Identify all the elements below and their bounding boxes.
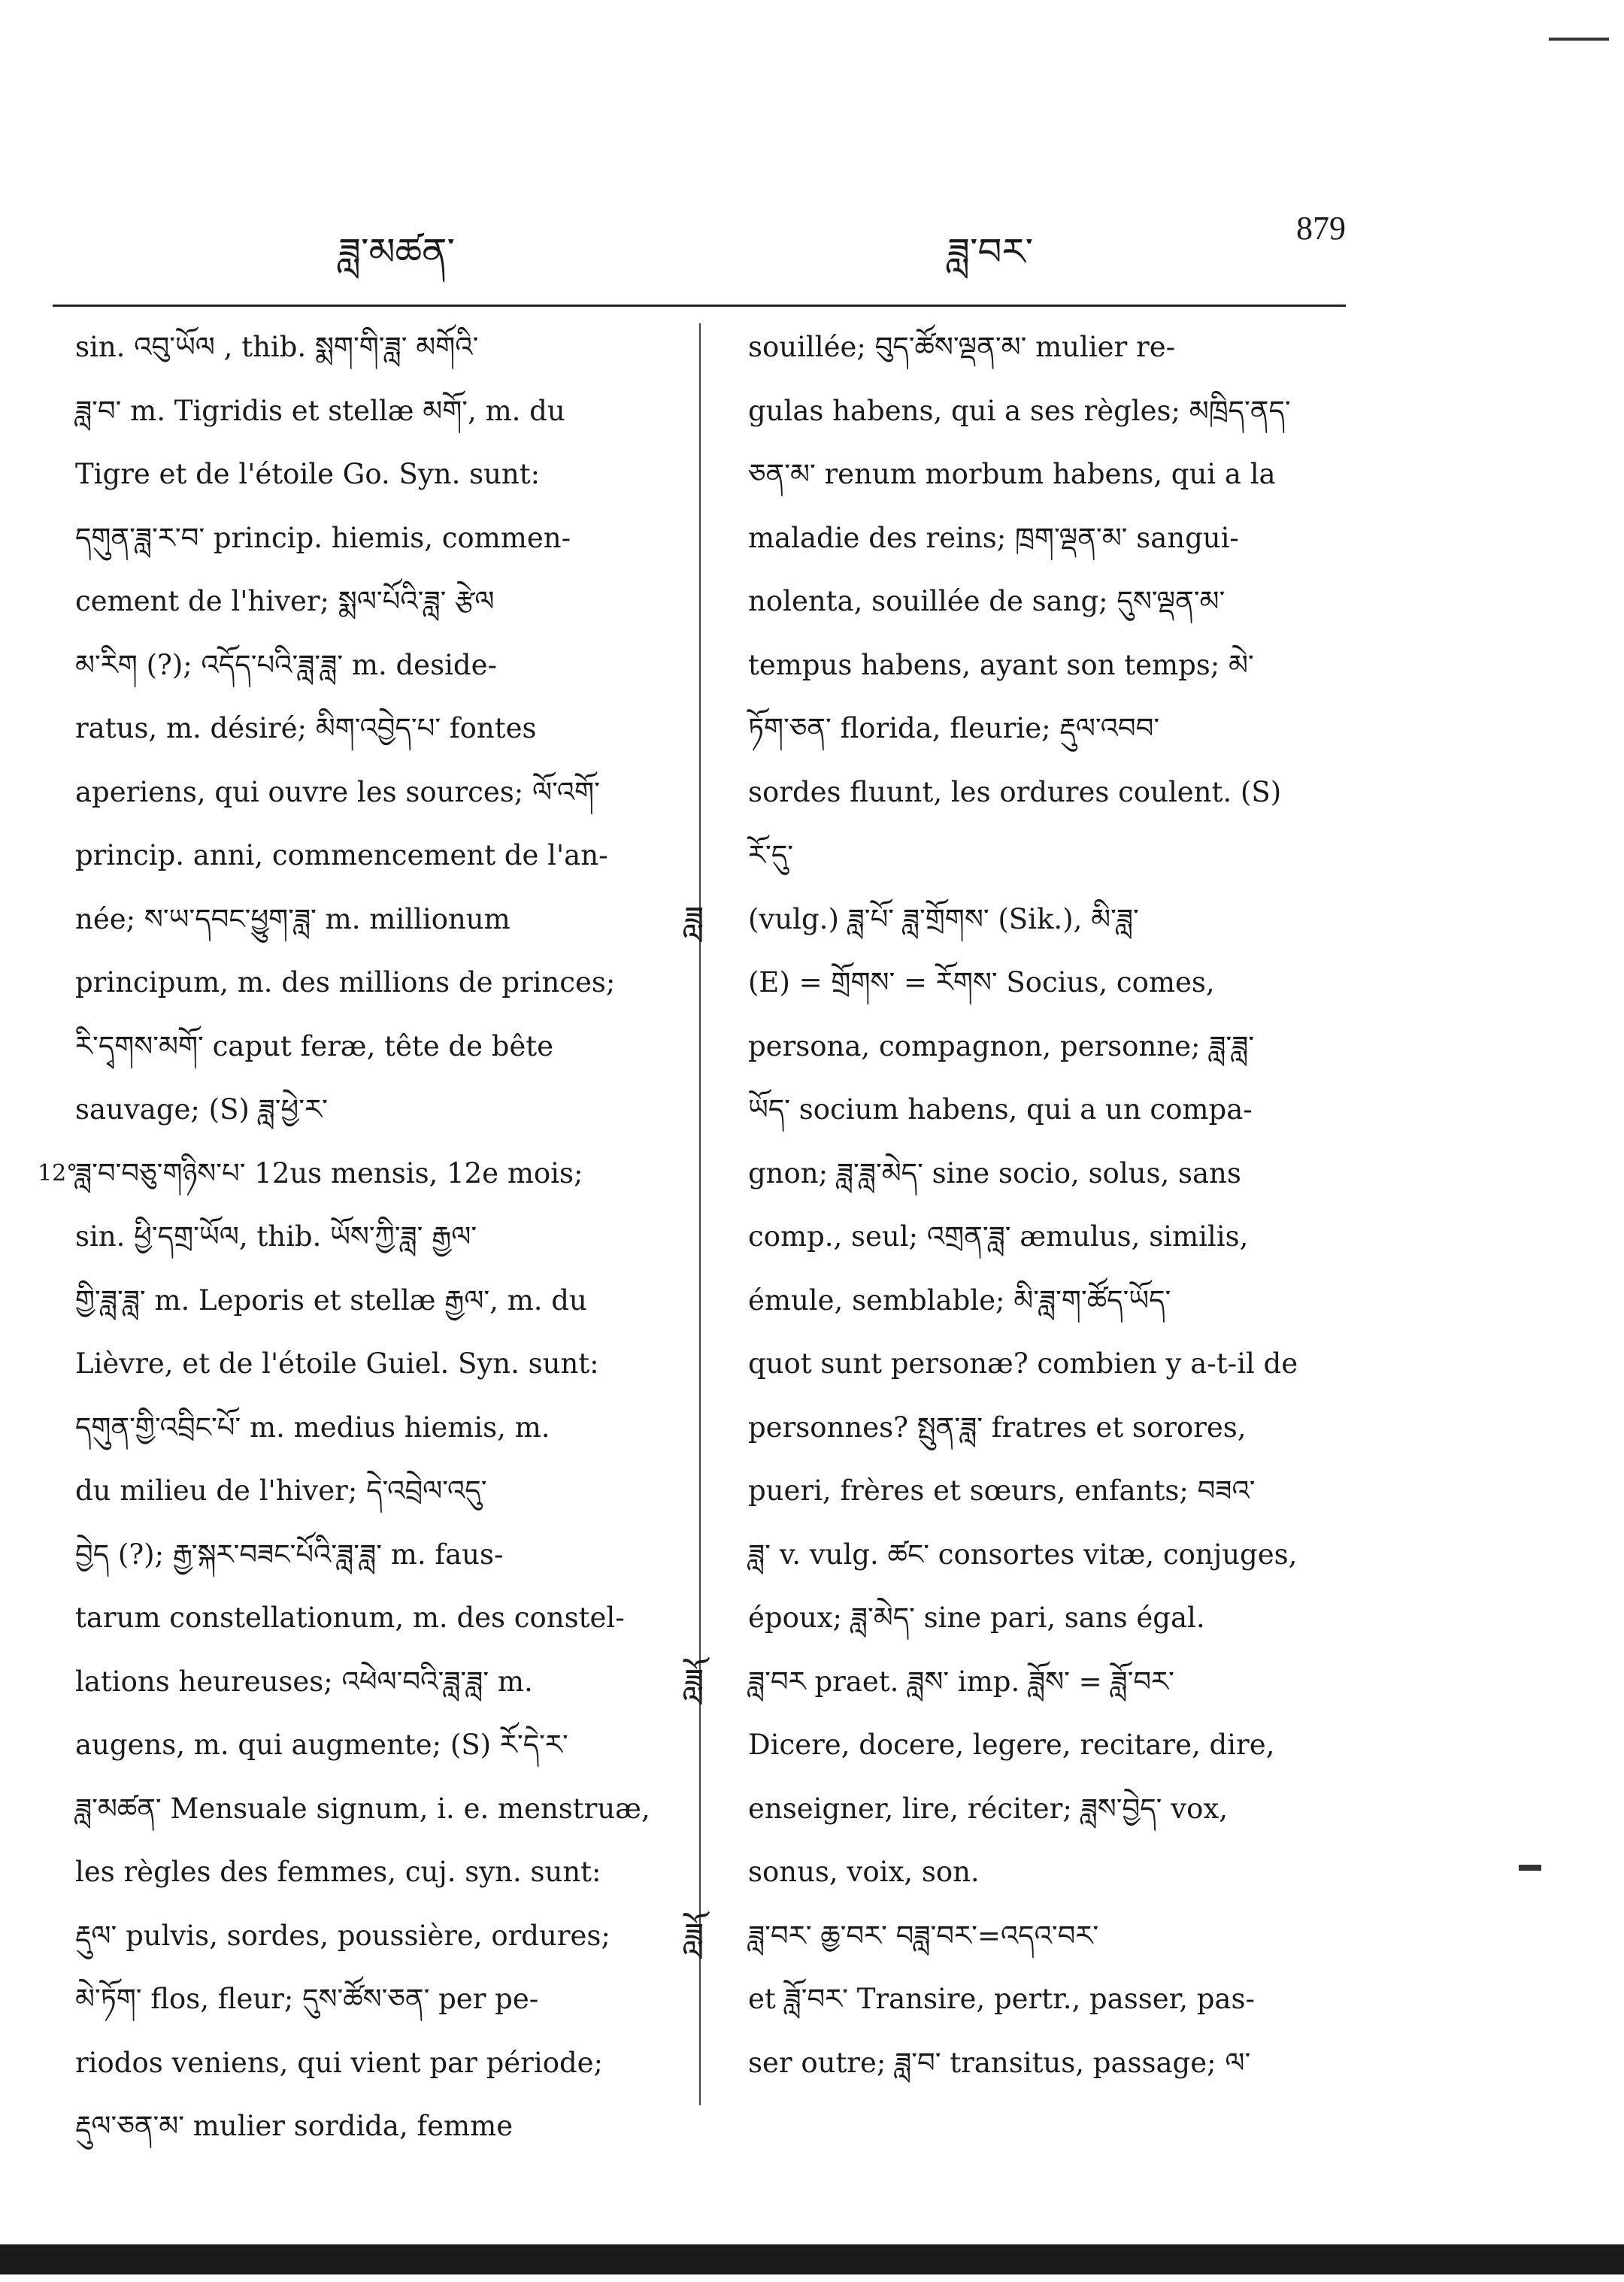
- text-line: cement de l'hiver; སྨལ་པོའི་ཟླ་ རྩེལ: [75, 585, 495, 617]
- text-line: aperiens, qui ouvre les sources; ལོ་འགོ་: [75, 775, 600, 808]
- text-line: tempus habens, ayant son temps; མེ་: [748, 648, 1254, 681]
- text-line: གྱི་ཟླ་ཟླ་ m. Leporis et stellæ རྒྱལ་, m. du: [75, 1283, 587, 1317]
- text-line: ཟླ་ v. vulg. ཚང་ consortes vitæ, conjuges,: [748, 1538, 1298, 1571]
- text-line: ser outre; ཟླ་བ་ transitus, passage; ལ་: [748, 2046, 1251, 2079]
- text-line: personnes? སྤུན་ཟླ་ fratres et sorores,: [748, 1411, 1247, 1444]
- text-line: ཟླ་བར praet. ཟླས་ imp. ཟློས་ = ཟློ་བར་: [748, 1665, 1174, 1698]
- text-line: རྡུལ་ཅན་མ་ mulier sordida, femme: [75, 2110, 514, 2142]
- text-line: gulas habens, qui a ses règles; མཁྲིད་ནད་: [748, 394, 1291, 427]
- text-line: (vulg.) ཟླ་པོ་ ཟླ་གྲོགས་ (Sik.), མི་ཟླ་: [748, 902, 1139, 935]
- scan-bottom-border: [0, 2244, 1624, 2274]
- running-head-right: ཟླ་བར་: [947, 230, 1034, 274]
- text-line: ཡོད་ socium habens, qui a un compa-: [748, 1093, 1253, 1126]
- text-line: རྡུལ་ pulvis, sordes, poussière, ordures;: [75, 1919, 611, 1952]
- text-line: du milieu de l'hiver; དེ་འབྲེལ་འདུ་: [75, 1474, 487, 1507]
- margin-headword: ཟློ: [684, 1916, 704, 1955]
- text-line: sin. འབུ་ཡོལ , thib. སྨག་གི་ཟླ་ མགོའི་: [75, 331, 479, 363]
- text-line: ཏོག་ཅན་ florida, fleurie; རྡུལ་འབབ་: [748, 712, 1160, 744]
- header-rule: [53, 305, 1346, 307]
- margin-number: 12°: [38, 1159, 78, 1186]
- text-line: དགུན་ཟླ་ར་བ་ princip. hiemis, commen-: [75, 521, 571, 554]
- margin-headword: ཟླ: [684, 899, 704, 938]
- entry-line: [684, 1650, 1342, 1714]
- text-line: riodos veniens, qui vient par période;: [75, 2046, 604, 2079]
- text-line: ཟླ་བ་བཅུ་གཉིས་པ་ 12us mensis, 12e mois;: [75, 1156, 583, 1189]
- text-line: née; ས་ཡ་དབང་ཕྱུག་ཟླ་ m. millionum: [75, 902, 511, 935]
- text-line: དགུན་གྱི་འབྲིང་པོ་ m. medius hiemis, m.: [75, 1411, 550, 1444]
- text-line: époux; ཟླ་མེད་ sine pari, sans égal.: [748, 1602, 1205, 1634]
- right-column: [684, 316, 1342, 2095]
- entry-line: [684, 1905, 1342, 1968]
- text-line: ratus, m. désiré; མིག་འབྱེད་པ་ fontes: [75, 712, 537, 744]
- text-line: émule, semblable; མི་ཟླ་ག་ཚོད་ཡོད་: [748, 1283, 1171, 1317]
- text-line: (E) = གྲོགས་ = རོགས་ Socius, comes,: [748, 966, 1215, 999]
- text-line: ཟླ་བ་ m. Tigridis et stellæ མགོ་, m. du: [75, 394, 565, 427]
- text-line: persona, compagnon, personne; ཟླ་ཟླ་: [748, 1029, 1255, 1062]
- text-line: maladie des reins; ཁྲག་ལྡན་མ་ sangui-: [748, 521, 1239, 554]
- text-line: ཟླ་བར་ ཆྱ་བར་ བཟླ་བར་=འདའ་བར་: [748, 1919, 1099, 1952]
- text-line: sauvage; (S) ཟླ་ཕྱེ་ར་: [75, 1093, 328, 1126]
- text-line: རི་དྭགས་མགོ་ caput feræ, tête de bête: [75, 1029, 554, 1062]
- text-line: sonus, voix, son.: [748, 1856, 980, 1888]
- text-line: lations heureuses; འཕེལ་བའི་ཟླ་ཟླ་ m.: [75, 1665, 533, 1698]
- text-line: pueri, frères et sœurs, enfants; བཟའ་: [748, 1474, 1256, 1507]
- entry-line: [684, 888, 1342, 952]
- text-line: Dicere, docere, legere, recitare, dire,: [748, 1729, 1275, 1761]
- text-line: ཅན་མ་ renum morbum habens, qui a la: [748, 458, 1276, 490]
- text-line: sin. ཕྱི་དགྲ་ཡོལ, thib. ཡོས་ཀྱི་ཟླ་ རྒྱལ་: [75, 1220, 477, 1253]
- page-header: [53, 203, 1346, 274]
- text-line: tarum constellationum, m. des constel-: [75, 1602, 625, 1634]
- text-line: comp., seul; འགྲན་ཟླ་ æmulus, similis,: [748, 1220, 1249, 1253]
- text-line: principum, m. des millions de princes;: [75, 966, 616, 999]
- text-line: princip. anni, commencement de l'an-: [75, 839, 608, 871]
- text-line: མེ་ཏོག་ flos, fleur; དུས་ཚོས་ཅན་ per pe-: [75, 1983, 539, 2015]
- text-line: gnon; ཟླ་ཟླ་མེད་ sine socio, solus, sans: [748, 1156, 1241, 1189]
- text-line: et ཟློ་བར་ Transire, pertr., passer, pas-: [748, 1983, 1255, 2015]
- left-column: [38, 316, 677, 2159]
- scan-corner-mark: [1549, 38, 1609, 41]
- text-line: nolenta, souillée de sang; དུས་ལྡན་མ་: [748, 585, 1226, 617]
- text-line: Lièvre, et de l'étoile Guiel. Syn. sunt:: [75, 1347, 599, 1380]
- text-line: quot sunt personæ? combien y a-t-il de: [748, 1347, 1298, 1380]
- scan-side-mark: [1519, 1865, 1541, 1871]
- text-line: augens, m. qui augmente; (S) རོ་དེ་ར་: [75, 1729, 568, 1761]
- text-line: enseigner, lire, réciter; ཟླས་བྱེད་ vox,: [748, 1792, 1228, 1825]
- text-line: les règles des femmes, cuj. syn. sunt:: [75, 1856, 601, 1888]
- running-head-left: ཟླ་མཚན་: [338, 230, 455, 274]
- text-line: རོ་དུ་: [748, 839, 794, 871]
- text-line: བྱེད (?); རྒྱ་སྐར་བཟང་པོའི་ཟླ་ཟླ་ m. faus-: [75, 1538, 504, 1571]
- page-number: 879: [1296, 210, 1346, 247]
- entry-line: [38, 1142, 677, 1206]
- text-line: sordes fluunt, les ordures coulent. (S): [748, 775, 1282, 808]
- text-line: souillée; བུད་ཚོས་ལྡན་མ་ mulier re-: [748, 331, 1176, 363]
- column-divider: [699, 323, 701, 2105]
- text-line: Tigre et de l'étoile Go. Syn. sunt:: [75, 458, 541, 490]
- margin-headword: ཟློ: [684, 1662, 704, 1701]
- text-line: ཟླ་མཚན་ Mensuale signum, i. e. menstruæ,: [75, 1792, 650, 1825]
- text-line: མ་རིག (?); འདོད་པའི་ཟླ་ཟླ་ m. deside-: [75, 648, 497, 681]
